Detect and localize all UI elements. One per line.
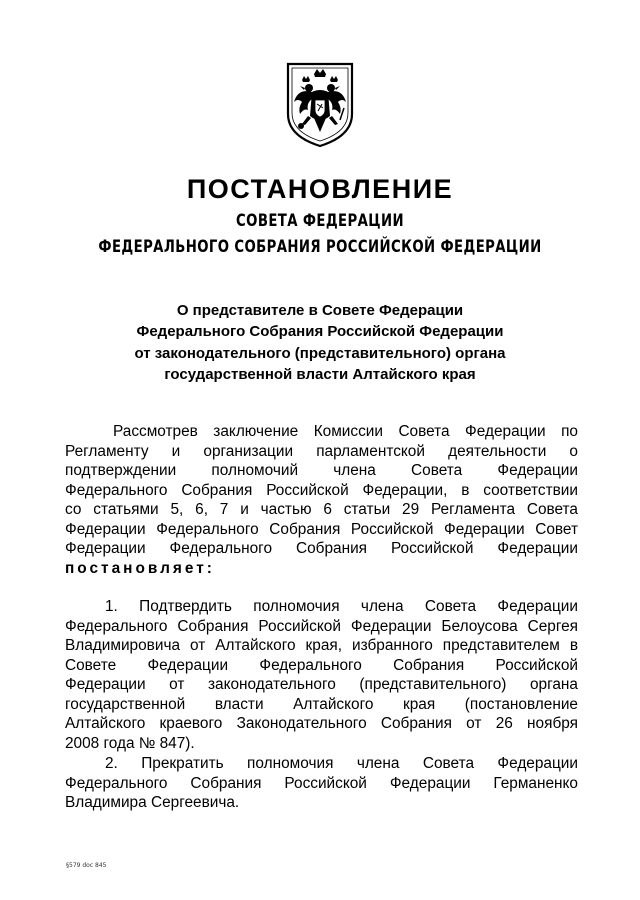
- intro-paragraph: [65, 422, 578, 578]
- paragraph-line: Федерации от законодательного (представительного) органа: [65, 676, 578, 693]
- russian-coat-of-arms-icon: [274, 58, 366, 150]
- heading-line: государственной власти Алтайского края: [164, 365, 476, 383]
- paragraph-line: Федерации Федерального Собрания Российской Федерации: [65, 540, 578, 557]
- paragraph-line: Федерального Собрания Российской Федерации, в соответствии: [65, 481, 578, 499]
- paragraph-line: государственной власти Алтайского края (постановление: [65, 695, 578, 713]
- paragraph-line: 1. Подтвердить полномочия члена Совета Федерации: [105, 598, 578, 615]
- document-footer-code: §579 doc 845: [66, 862, 107, 869]
- paragraph-line: Федерального Собрания Российской Федерации Белоусова Сергея: [65, 617, 578, 635]
- document-heading: [0, 300, 640, 385]
- item-2-paragraph: [65, 754, 578, 813]
- paragraph-line: Регламенту и организации парламентской деятельности о: [65, 442, 578, 460]
- document-subtitle-line1: СОВЕТА ФЕДЕРАЦИИ: [236, 211, 404, 231]
- item-1-paragraph: [65, 597, 578, 753]
- paragraph-line: со статьями 5, 6, 7 и частью 6 статьи 29 Регламента Совета: [65, 501, 578, 518]
- paragraph-line: Алтайского краевого Законодательного Собрания от 26 ноября: [65, 715, 578, 732]
- paragraph-line: подтверждении полномочий члена Совета Федерации: [65, 462, 578, 479]
- heading-line: от законодательного (представительного) органа: [134, 344, 506, 362]
- decree-word: постановляет:: [65, 559, 215, 577]
- paragraph-line: 2008 года № 847).: [65, 734, 195, 752]
- coat-of-arms-emblem: [274, 58, 366, 150]
- paragraph-line: Федерального Собрания Российской Федерации Германенко: [65, 774, 578, 792]
- paragraph-line: Федерации Федерального Собрания Российской Федерации Совет: [65, 520, 578, 538]
- document-title: ПОСТАНОВЛЕНИЕ: [186, 174, 454, 204]
- paragraph-line: 2. Прекратить полномочия члена Совета Федерации: [105, 755, 578, 772]
- paragraph-line: Владимира Сергеевича.: [65, 794, 240, 811]
- paragraph-line: Совете Федерации Федерального Собрания Российской: [65, 656, 578, 674]
- document-subtitle-line2: ФЕДЕРАЛЬНОГО СОБРАНИЯ РОССИЙСКОЙ ФЕДЕРАЦИИ: [98, 237, 542, 257]
- paragraph-line: Владимировича от Алтайского края, избранного представителем в: [65, 637, 578, 654]
- heading-line: О представителе в Совете Федерации: [176, 302, 464, 319]
- paragraph-line: Рассмотрев заключение Комиссии Совета Федерации по: [113, 423, 578, 440]
- heading-line: Федерального Собрания Российской Федерации: [136, 323, 504, 341]
